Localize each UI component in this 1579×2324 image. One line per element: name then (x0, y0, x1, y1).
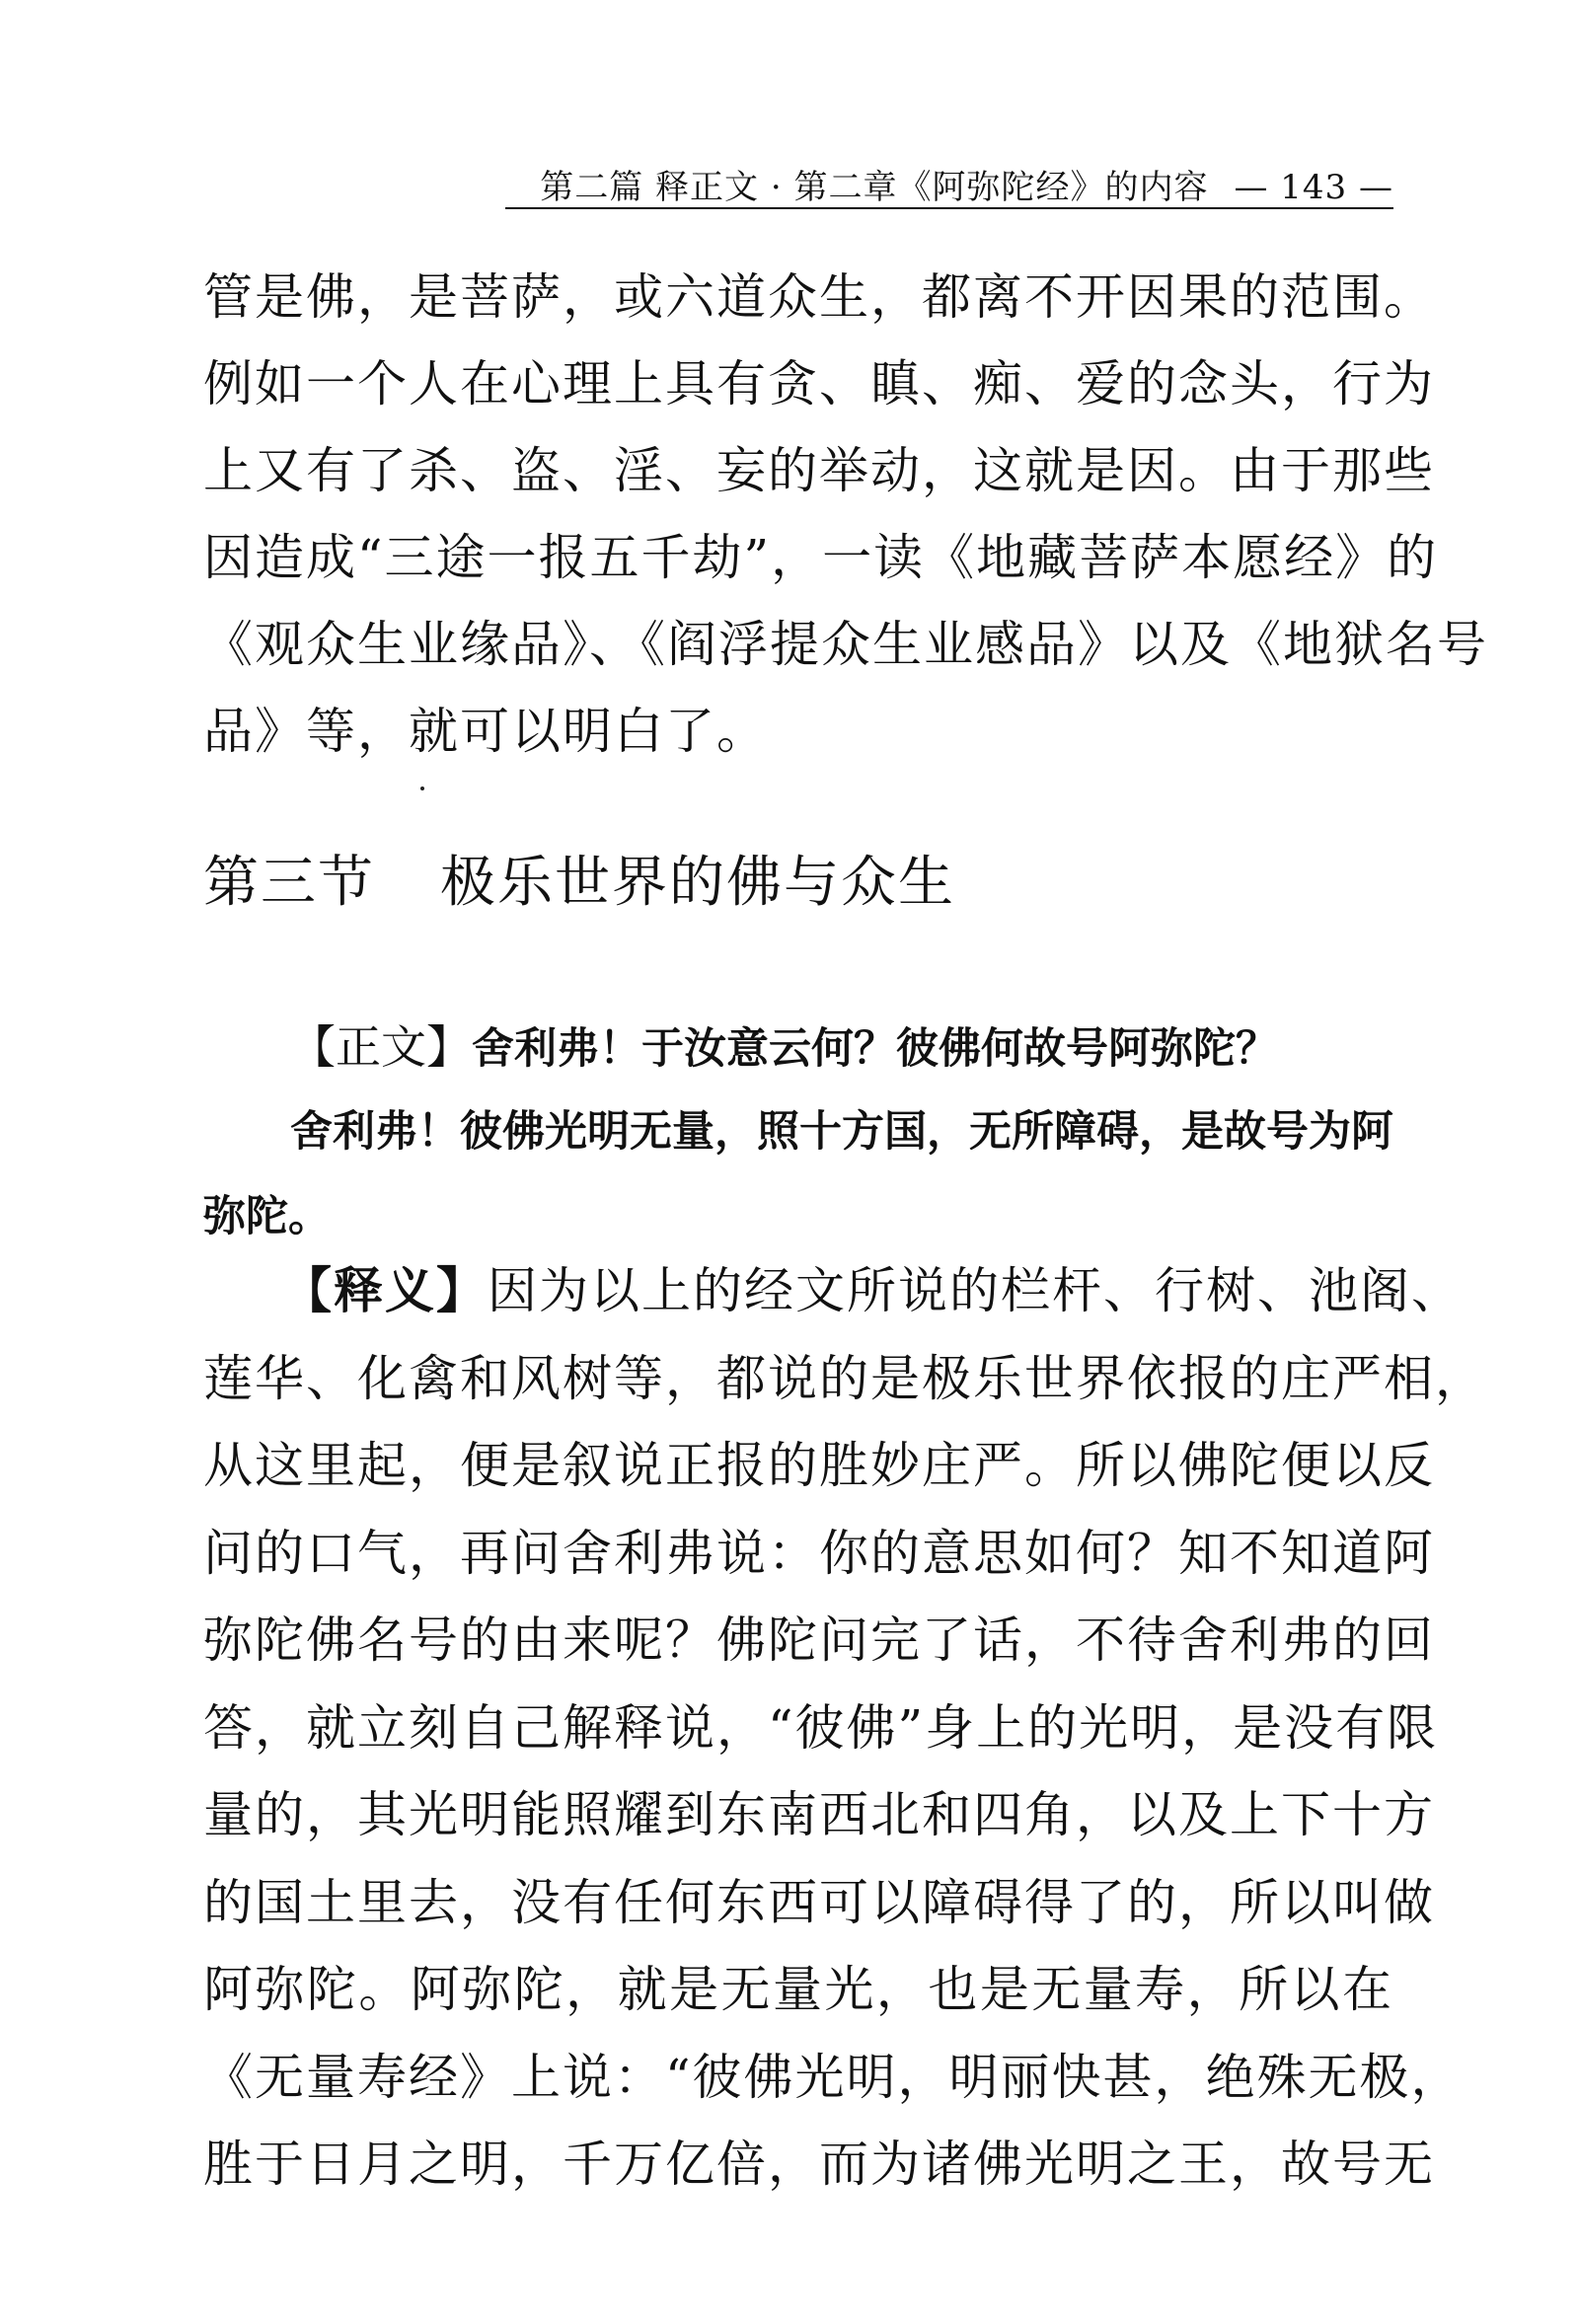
paragraph-line: 品》等，就可以明白了。 (203, 703, 768, 760)
commentary-line: 胜于日月之明，千万亿倍，而为诸佛光明之王，故号无 (203, 2136, 1435, 2193)
scripture-passage (203, 1005, 1393, 1259)
paragraph-line: 《观众生业缘品》、《阎浮提众生业感品》以及《地狱名号 (203, 616, 1488, 673)
commentary-line: 从这里起，便是叙说正报的胜妙庄严。所以佛陀便以反 (203, 1437, 1435, 1494)
page-number: — 143 — (1234, 168, 1393, 207)
print-speck (420, 787, 424, 790)
continuation-paragraph (203, 254, 1488, 775)
paragraph-line: 因造成“三途一报五千劫”，一读《地藏菩萨本愿经》的 (203, 529, 1439, 586)
commentary-line: 阿弥陀。阿弥陀，就是无量光，也是无量寿，所以在 (203, 1961, 1393, 2018)
commentary-line: 的国土里去，没有任何东西可以障碍得了的，所以叫做 (203, 1873, 1435, 1931)
commentary-text: 因为以上的经文所说的栏杆、行树、池阁、 (488, 1262, 1463, 1319)
section-title: 极乐世界的佛与众生 (440, 851, 955, 915)
running-header (505, 164, 1393, 209)
commentary-tag: 【释义】 (282, 1261, 488, 1319)
scripture-line: 舍利弗！彼佛光明无量，照十方国，无所障碍，是故号为阿 (290, 1107, 1393, 1157)
running-header-title: 第二篇 释正文 · 第二章《阿弥陀经》的内容 (540, 168, 1209, 207)
scripture-text: 舍利弗！于汝意云何？彼佛何故号阿弥陀？ (472, 1024, 1278, 1074)
commentary-line: 量的，其光明能照耀到东南西北和四角，以及上下十方 (203, 1786, 1435, 1843)
commentary-line: 弥陀佛名号的由来呢？佛陀问完了话，不待舍利弗的回 (203, 1612, 1435, 1669)
commentary-line: 问的口气，再问舍利弗说：你的意思如何？知不知道阿 (203, 1524, 1435, 1582)
section-number: 第三节 (203, 851, 375, 915)
section-heading (203, 844, 955, 923)
paragraph-line: 上又有了杀、盗、淫、妄的举动，这就是因。由于那些 (203, 442, 1435, 499)
commentary-line: 莲华、化禽和风树等，都说的是极乐世界依报的庄严相， (203, 1349, 1486, 1407)
scripture-tag: 【正文】 (290, 1020, 472, 1074)
commentary-line: 《无量寿经》上说：“彼佛光明，明丽快甚，绝殊无极， (203, 2048, 1463, 2106)
scripture-line (203, 1005, 1393, 1089)
commentary-paragraph (203, 1247, 1486, 2209)
commentary-line: 答，就立刻自己解释说，“彼佛”身上的光明，是没有限 (203, 1698, 1439, 1757)
scripture-line: 弥陀。 (203, 1192, 331, 1241)
paragraph-line: 管是佛，是菩萨，或六道众生，都离不开因果的范围。 (203, 268, 1435, 326)
commentary-line (203, 1247, 1463, 1335)
paragraph-line: 例如一个人在心理上具有贪、瞋、痴、爱的念头，行为 (203, 355, 1435, 412)
